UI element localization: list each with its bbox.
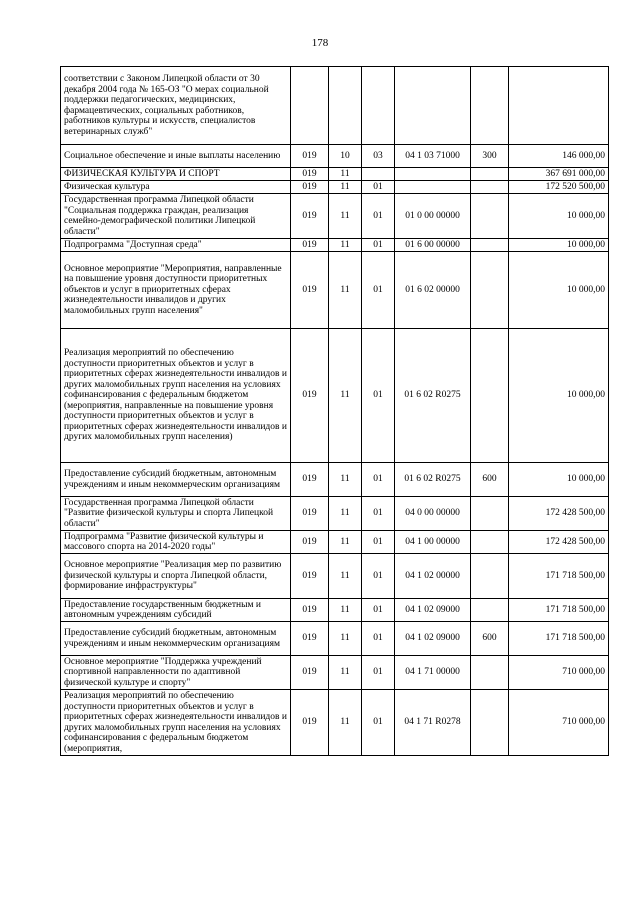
cell-section-code: 11 [329, 181, 362, 194]
cell-subsection-code: 01 [362, 690, 395, 756]
cell-name: Основное мероприятие "Реализация мер по развитию физической культуры и спорта Липецкой области, формирование инфраструктуры" [61, 554, 291, 599]
cell-subsection-code: 01 [362, 554, 395, 599]
cell-name: Основное мероприятие "Поддержка учреждений спортивной направленности по адаптивной физической культуре и спорту" [61, 656, 291, 690]
cell-name: Государственная программа Липецкой области "Развитие физической культуры и спорта Липецкой области" [61, 497, 291, 531]
cell-grbs-code: 019 [291, 181, 329, 194]
cell-name: Физическая культура [61, 181, 291, 194]
cell-section-code: 11 [329, 497, 362, 531]
cell-expense-type: 600 [471, 622, 509, 656]
cell-expense-type [471, 690, 509, 756]
table-row [61, 463, 609, 497]
table-row [61, 599, 609, 622]
cell-expense-type [471, 329, 509, 463]
cell-amount: 10 000,00 [509, 252, 609, 329]
cell-expense-type [471, 531, 509, 554]
cell-amount: 367 691 000,00 [509, 168, 609, 181]
cell-amount: 172 520 500,00 [509, 181, 609, 194]
cell-amount: 10 000,00 [509, 239, 609, 252]
cell-grbs-code: 019 [291, 656, 329, 690]
cell-expense-type [471, 168, 509, 181]
cell-amount [509, 67, 609, 145]
table-row [61, 329, 609, 463]
cell-grbs-code: 019 [291, 690, 329, 756]
cell-subsection-code: 01 [362, 497, 395, 531]
cell-expense-type [471, 599, 509, 622]
cell-target-article [395, 181, 471, 194]
cell-section-code: 11 [329, 690, 362, 756]
cell-grbs-code: 019 [291, 554, 329, 599]
cell-section-code: 11 [329, 252, 362, 329]
cell-amount: 10 000,00 [509, 463, 609, 497]
cell-grbs-code: 019 [291, 497, 329, 531]
cell-section-code: 11 [329, 329, 362, 463]
table-row [61, 181, 609, 194]
cell-name: Основное мероприятие "Мероприятия, направленные на повышение уровня доступности приоритетных объектов и услуг в приоритетных сферах жизнедеятельности инвалидов и других маломобильных групп населения" [61, 252, 291, 329]
table-row [61, 239, 609, 252]
cell-target-article: 04 1 02 09000 [395, 599, 471, 622]
cell-amount: 146 000,00 [509, 145, 609, 168]
table-row [61, 252, 609, 329]
cell-amount: 171 718 500,00 [509, 622, 609, 656]
cell-target-article: 01 6 00 00000 [395, 239, 471, 252]
cell-expense-type [471, 252, 509, 329]
cell-name: Предоставление государственным бюджетным и автономным учреждениям субсидий [61, 599, 291, 622]
cell-expense-type [471, 656, 509, 690]
cell-target-article: 04 1 02 09000 [395, 622, 471, 656]
table-row [61, 145, 609, 168]
cell-grbs-code [291, 67, 329, 145]
cell-name: Реализация мероприятий по обеспечению доступности приоритетных объектов и услуг в приоритетных сферах жизнедеятельности инвалидов и других маломобильных групп населения на условиях софинансирования с федеральным бюджетом (мероприятия, [61, 690, 291, 756]
cell-subsection-code: 01 [362, 194, 395, 239]
cell-grbs-code: 019 [291, 622, 329, 656]
cell-grbs-code: 019 [291, 145, 329, 168]
cell-subsection-code: 03 [362, 145, 395, 168]
cell-name: соответствии с Законом Липецкой области от 30 декабря 2004 года № 165-ОЗ "О мерах социальной поддержки педагогических, медицинских, фармацевтических, социальных работников, работников культуры и искусств, специалистов ветеринарных служб" [61, 67, 291, 145]
cell-amount: 171 718 500,00 [509, 599, 609, 622]
cell-subsection-code: 01 [362, 656, 395, 690]
cell-target-article: 01 0 00 00000 [395, 194, 471, 239]
table-row [61, 656, 609, 690]
cell-target-article: 04 0 00 00000 [395, 497, 471, 531]
table-row [61, 554, 609, 599]
cell-target-article: 04 1 02 00000 [395, 554, 471, 599]
cell-expense-type [471, 554, 509, 599]
table-row [61, 497, 609, 531]
cell-name: Государственная программа Липецкой области "Социальная поддержка граждан, реализация семейно-демографической политики Липецкой области" [61, 194, 291, 239]
cell-amount: 10 000,00 [509, 329, 609, 463]
cell-section-code: 11 [329, 463, 362, 497]
cell-amount: 10 000,00 [509, 194, 609, 239]
cell-target-article: 01 6 02 R0275 [395, 463, 471, 497]
cell-subsection-code: 01 [362, 252, 395, 329]
cell-section-code: 11 [329, 622, 362, 656]
budget-table [60, 66, 609, 756]
cell-section-code: 10 [329, 145, 362, 168]
cell-target-article: 04 1 71 00000 [395, 656, 471, 690]
cell-grbs-code: 019 [291, 463, 329, 497]
cell-amount: 710 000,00 [509, 656, 609, 690]
table-row [61, 622, 609, 656]
cell-target-article [395, 67, 471, 145]
cell-subsection-code: 01 [362, 181, 395, 194]
cell-grbs-code: 019 [291, 329, 329, 463]
cell-name: Подпрограмма "Развитие физической культуры и массового спорта на 2014-2020 годы" [61, 531, 291, 554]
cell-expense-type [471, 194, 509, 239]
cell-amount: 172 428 500,00 [509, 497, 609, 531]
cell-section-code: 11 [329, 239, 362, 252]
cell-expense-type [471, 497, 509, 531]
cell-grbs-code: 019 [291, 599, 329, 622]
cell-grbs-code: 019 [291, 168, 329, 181]
cell-section-code: 11 [329, 554, 362, 599]
cell-target-article [395, 168, 471, 181]
cell-name: Предоставление субсидий бюджетным, автономным учреждениям и иным некоммерческим организациям [61, 622, 291, 656]
cell-expense-type [471, 239, 509, 252]
cell-expense-type [471, 181, 509, 194]
cell-target-article: 01 6 02 00000 [395, 252, 471, 329]
table-row [61, 67, 609, 145]
cell-subsection-code [362, 168, 395, 181]
cell-section-code: 11 [329, 599, 362, 622]
cell-section-code: 11 [329, 656, 362, 690]
cell-expense-type: 300 [471, 145, 509, 168]
cell-section-code: 11 [329, 194, 362, 239]
cell-amount: 172 428 500,00 [509, 531, 609, 554]
cell-name: Подпрограмма "Доступная среда" [61, 239, 291, 252]
cell-grbs-code: 019 [291, 239, 329, 252]
cell-target-article: 01 6 02 R0275 [395, 329, 471, 463]
cell-target-article: 04 1 00 00000 [395, 531, 471, 554]
cell-target-article: 04 1 03 71000 [395, 145, 471, 168]
cell-grbs-code: 019 [291, 252, 329, 329]
table-row [61, 690, 609, 756]
cell-subsection-code: 01 [362, 531, 395, 554]
cell-subsection-code: 01 [362, 463, 395, 497]
cell-amount: 710 000,00 [509, 690, 609, 756]
cell-name: Реализация мероприятий по обеспечению доступности приоритетных объектов и услуг в приоритетных сферах жизнедеятельности инвалидов и других маломобильных групп населения на условиях софинансирования с федеральным бюджетом (мероприятия, направленные на повышение уровня доступности приоритетных объектов и услуг в приоритетных сферах жизнедеятельности инвалидов и других маломобильных групп населения) [61, 329, 291, 463]
cell-section-code: 11 [329, 531, 362, 554]
table-row [61, 194, 609, 239]
table-row [61, 168, 609, 181]
cell-subsection-code: 01 [362, 599, 395, 622]
cell-subsection-code: 01 [362, 239, 395, 252]
cell-amount: 171 718 500,00 [509, 554, 609, 599]
cell-expense-type [471, 67, 509, 145]
cell-section-code: 11 [329, 168, 362, 181]
cell-grbs-code: 019 [291, 531, 329, 554]
table-row [61, 531, 609, 554]
budget-table-body [61, 67, 609, 756]
cell-grbs-code: 019 [291, 194, 329, 239]
cell-name: ФИЗИЧЕСКАЯ КУЛЬТУРА И СПОРТ [61, 168, 291, 181]
cell-expense-type: 600 [471, 463, 509, 497]
page-number: 178 [311, 37, 329, 49]
cell-subsection-code: 01 [362, 622, 395, 656]
cell-name: Социальное обеспечение и иные выплаты населению [61, 145, 291, 168]
cell-name: Предоставление субсидий бюджетным, автономным учреждениям и иным некоммерческим организациям [61, 463, 291, 497]
cell-subsection-code: 01 [362, 329, 395, 463]
cell-section-code [329, 67, 362, 145]
cell-subsection-code [362, 67, 395, 145]
cell-target-article: 04 1 71 R0278 [395, 690, 471, 756]
